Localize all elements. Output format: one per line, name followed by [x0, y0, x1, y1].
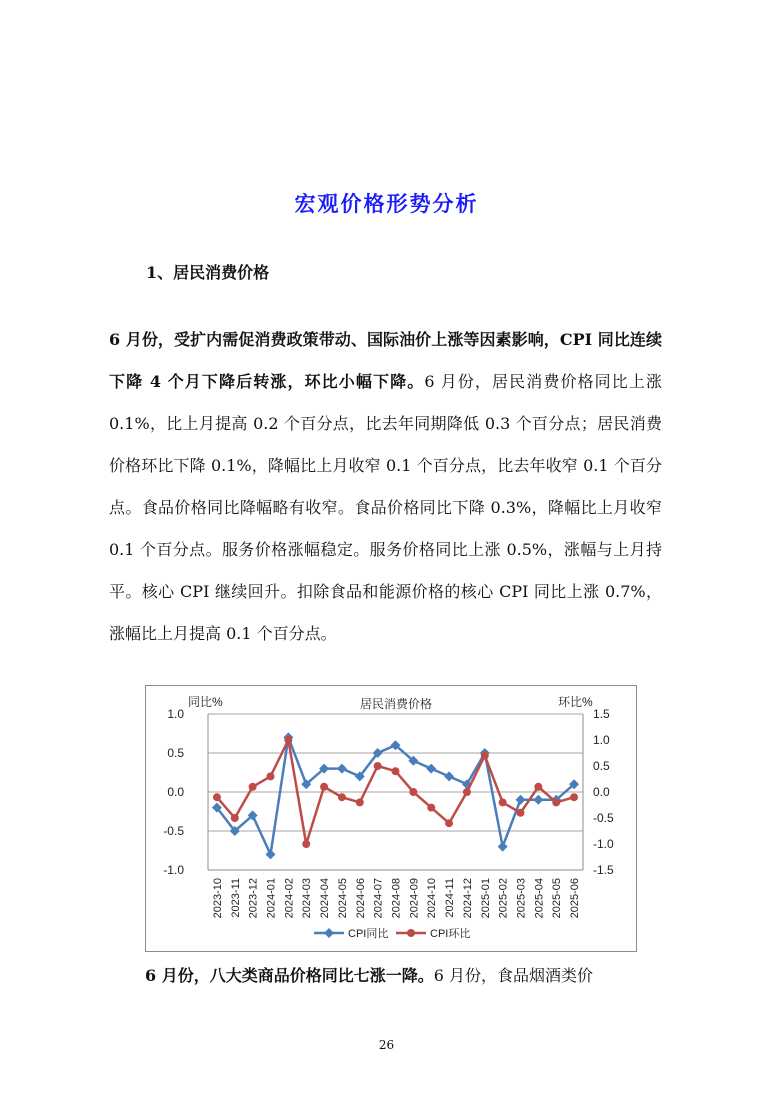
legend-label: CPI同比: [348, 928, 389, 940]
data-point: [499, 798, 507, 806]
x-tick-label: 2023-11: [229, 878, 242, 918]
data-point: [231, 814, 239, 822]
data-point: [338, 793, 346, 801]
paragraph-categories-text: 6 月份，食品烟酒类价: [433, 966, 593, 985]
data-point: [445, 819, 453, 827]
legend-marker: [407, 929, 415, 937]
right-tick-label: -0.5: [593, 811, 614, 825]
left-tick-label: -1.0: [163, 863, 184, 877]
x-tick-label: 2024-06: [354, 878, 367, 919]
paragraph-categories: [109, 962, 662, 990]
x-tick-label: 2024-02: [283, 878, 296, 919]
data-point: [552, 798, 560, 806]
legend-marker: [324, 928, 334, 938]
data-point: [534, 783, 542, 791]
left-axis-label: 同比%: [188, 695, 223, 709]
data-point: [284, 736, 292, 744]
paragraph-cpi-text: 6 月份，居民消费价格同比上涨 0.1%，比上月提高 0.2 个百分点，比去年同期降低 0.3 个百分点；居民消费价格环比下降 0.1%，降幅比上月收窄 0.1 个百分点，比去年收窄 0.1 个百分点。食品价格同比降幅略有收窄。食品价格同比下降 0.3%，降幅比上月收窄 0.1 个百分点。服务价格涨幅稳定。服务价格同比上涨 0.5%，涨幅与上月持平。核心 CPI 继续回升。扣除食品和能源价格的核心 CPI 同比上涨 0.7%，涨幅比上月提高 0.1 个百分点。: [109, 372, 662, 643]
x-tick-label: 2025-04: [533, 878, 546, 919]
left-tick-label: -0.5: [163, 824, 184, 838]
x-tick-label: 2024-12: [461, 878, 474, 919]
x-tick-label: 2024-01: [265, 878, 278, 919]
data-point: [444, 771, 454, 781]
x-tick-label: 2024-08: [390, 878, 403, 919]
x-tick-label: 2024-04: [319, 878, 332, 919]
paragraph-cpi: [109, 319, 662, 655]
data-point: [213, 793, 221, 801]
page-number: 26: [378, 1038, 395, 1052]
cpi-chart: [145, 685, 637, 952]
data-point: [426, 764, 436, 774]
data-point: [427, 804, 435, 812]
data-point: [570, 793, 578, 801]
data-point: [356, 798, 364, 806]
paragraph-cpi-bold: 6 月份，受扩内需促消费政策带动、国际油价上涨等因素影响，CPI 同比连续下降 4 个月下降后转涨，环比小幅下降。: [109, 330, 662, 391]
paragraph-categories-bold: 6 月份，八大类商品价格同比七涨一降。: [145, 966, 434, 985]
right-tick-label: 0.5: [593, 759, 610, 773]
data-point: [463, 788, 471, 796]
left-tick-label: 0.0: [167, 785, 184, 799]
x-tick-label: 2025-06: [569, 878, 582, 919]
data-point: [320, 783, 328, 791]
x-tick-label: 2025-05: [551, 878, 564, 919]
right-tick-label: -1.5: [593, 863, 614, 877]
data-point: [392, 767, 400, 775]
section-heading: 1、居民消费价格: [146, 263, 270, 282]
data-point: [481, 752, 489, 760]
right-tick-label: 0.0: [593, 785, 610, 799]
x-tick-label: 2025-01: [479, 878, 492, 919]
x-tick-label: 2023-12: [247, 878, 260, 919]
data-point: [533, 795, 543, 805]
x-tick-label: 2024-11: [444, 878, 457, 918]
right-axis-label: 环比%: [558, 695, 593, 709]
data-point: [266, 849, 276, 859]
data-point: [374, 762, 382, 770]
data-point: [498, 842, 508, 852]
data-point: [516, 795, 526, 805]
page-title: 宏观价格形势分析: [294, 192, 479, 216]
right-tick-label: 1.5: [593, 707, 610, 721]
data-point: [337, 764, 347, 774]
x-tick-label: 2024-10: [426, 878, 439, 919]
data-point: [302, 840, 310, 848]
chart-title: 居民消费价格: [359, 697, 433, 711]
x-tick-label: 2023-10: [211, 878, 224, 919]
left-tick-label: 1.0: [167, 707, 184, 721]
x-tick-label: 2024-07: [372, 878, 385, 919]
legend-label: CPI环比: [430, 928, 471, 940]
data-point: [517, 809, 525, 817]
x-tick-label: 2025-03: [515, 878, 528, 919]
data-point: [249, 783, 257, 791]
right-tick-label: 1.0: [593, 733, 610, 747]
left-tick-label: 0.5: [167, 746, 184, 760]
x-tick-label: 2025-02: [497, 878, 510, 919]
cpi-chart-svg: [146, 686, 636, 951]
x-tick-label: 2024-09: [408, 878, 421, 919]
x-tick-label: 2024-03: [301, 878, 314, 919]
right-tick-label: -1.0: [593, 837, 614, 851]
data-point: [409, 788, 417, 796]
data-point: [267, 772, 275, 780]
x-tick-label: 2024-05: [336, 878, 349, 919]
